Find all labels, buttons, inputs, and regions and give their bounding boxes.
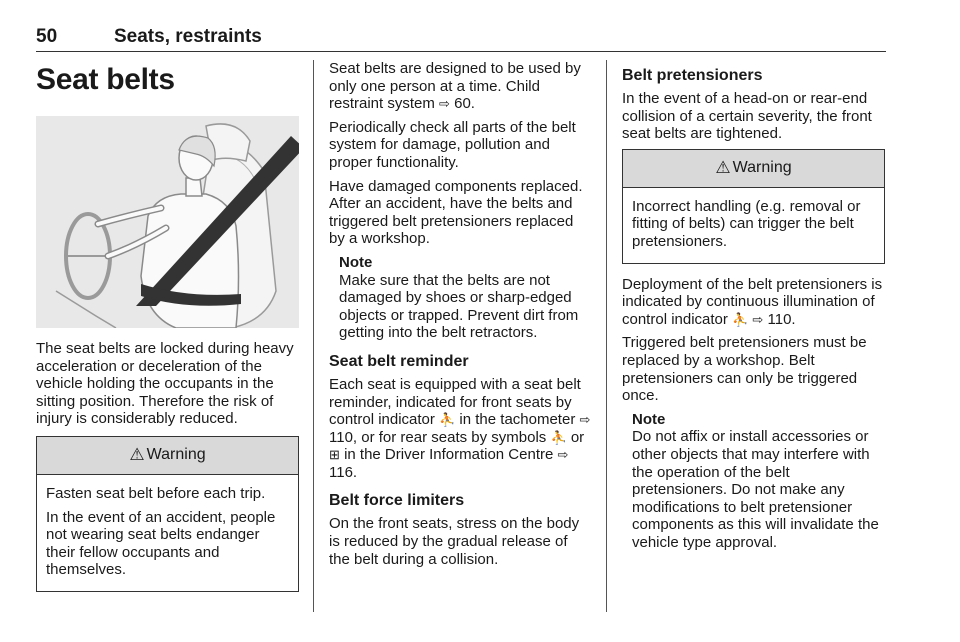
column-2 (329, 60, 592, 574)
page-ref-arrow-icon: ⇨ (579, 412, 591, 428)
warning-box (622, 149, 885, 264)
intro-paragraph: The seat belts are locked during heavy acceleration or deceleration of the vehicle holding the occupants in the sitting position. Therefore the risk of injury is considerably reduced. (36, 340, 294, 428)
driver-with-seat-belt-image (36, 116, 299, 328)
warning-label: Warning (732, 159, 792, 177)
text-span: Deployment of the belt pretensioners is indicated by continuous illumination of control indicator (622, 275, 883, 328)
paragraph: On the front seats, stress on the body is reduced by the gradual release of the belt during a collision. (329, 515, 580, 568)
warning-text: Incorrect handling (e.g. removal or fitting of belts) can trigger the belt pretensioners. (632, 197, 861, 250)
warning-box (36, 436, 299, 592)
section-heading: Seat belt reminder (329, 352, 469, 370)
text-span: Seat belts are designed to be used by only one person at a time. Child restraint system (329, 60, 581, 113)
warning-text: Fasten seat belt before each trip. (46, 484, 266, 502)
seatbelt-indicator-icon: ⛹ (439, 412, 456, 428)
text-span: Each seat is equipped with a seat belt reminder, indicated for front seats by control indicator (329, 375, 581, 429)
airbag-pretensioner-indicator-icon: ⛹ (732, 311, 749, 327)
warning-triangle-icon: ⚠ (129, 445, 145, 465)
page-header (36, 22, 886, 52)
page-ref-arrow-icon: ⇨ (557, 447, 569, 463)
note-block (339, 254, 592, 342)
section-title: Seats, restraints (114, 26, 262, 47)
warning-body (37, 475, 298, 591)
text-span: in the Driver Information Centre (339, 446, 558, 464)
page-number: 50 (36, 26, 58, 47)
note-label: Note (632, 410, 666, 428)
page-ref-arrow-icon: ⇨ (439, 96, 450, 112)
page-ref: 110, or for rear seats by symbols (329, 428, 551, 446)
seat-belt-illustration (36, 116, 299, 328)
paragraph: In the event of a head-on or rear-end collision of a certain severity, the front seat belts are tightened. (622, 90, 872, 143)
warning-header (37, 437, 298, 475)
text-span: or (566, 428, 585, 446)
warning-text: In the event of an accident, people not wearing seat belts endanger their fellow occupants and themselves. (46, 508, 276, 579)
page-ref: 60. (454, 95, 475, 113)
text-span: in the tachometer (455, 411, 580, 429)
paragraph (622, 276, 885, 329)
column-divider (606, 60, 607, 612)
warning-body (623, 188, 884, 263)
page-title: Seat belts (36, 63, 175, 96)
warning-triangle-icon: ⚠ (715, 158, 731, 178)
note-block (632, 411, 885, 552)
rear-seatbelt-icon: ⛹ (550, 429, 567, 445)
paragraph (329, 60, 592, 113)
page-ref-arrow-icon: ⇨ (752, 311, 764, 327)
rear-seatbelt-status-icon: ⊞ (329, 447, 340, 463)
column-1 (36, 60, 299, 606)
page-ref: 116. (329, 463, 358, 481)
page-ref: 110. (767, 310, 796, 328)
warning-header (623, 150, 884, 188)
paragraph: Triggered belt pretensioners must be replaced by a workshop. Belt pretensioners can only be triggered once. (622, 334, 867, 405)
section-heading: Belt force limiters (329, 492, 465, 510)
paragraph: Have damaged components replaced. After an accident, have the belts and triggered belt pretensioners replaced by a workshop. (329, 177, 583, 248)
paragraph: Periodically check all parts of the belt system for damage, pollution and proper functionality. (329, 118, 576, 171)
note-text: Do not affix or install accessories or other objects that may interfere with the operation of the belt pretensioners. Do not make any modifications to belt pretensioner components as this will invalidate the vehicle type approval. (632, 428, 879, 551)
column-divider (313, 60, 314, 612)
warning-label: Warning (146, 446, 206, 464)
paragraph (329, 376, 592, 482)
section-heading: Belt pretensioners (622, 67, 763, 84)
note-text: Make sure that the belts are not damaged by shoes or sharp-edged objects or trapped. Prevent dirt from getting into the belt retractors. (339, 271, 579, 342)
column-3 (622, 60, 885, 557)
note-label: Note (339, 253, 373, 271)
